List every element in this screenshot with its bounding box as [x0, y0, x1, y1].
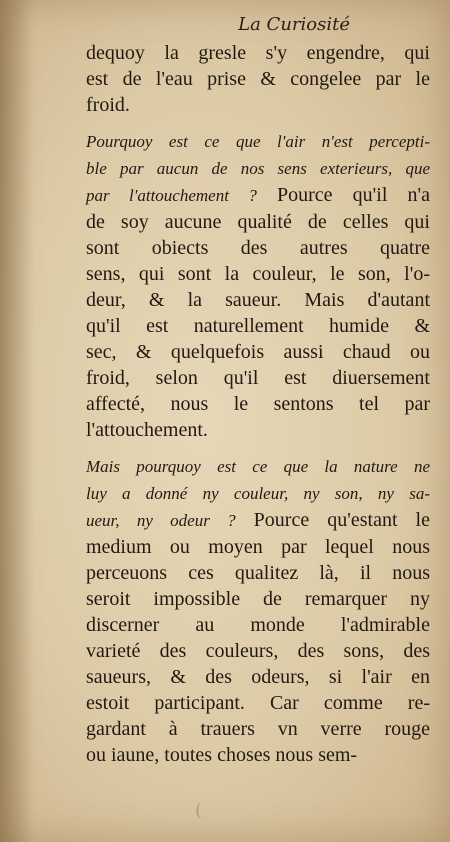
text-line — [86, 339, 430, 365]
answer-text: sont obiects des autres quatre — [86, 237, 430, 259]
answer-text: varieté des couleurs, des sons, des — [86, 640, 430, 662]
answer-text: dequoy la gresle s'y engendre, qui — [86, 42, 430, 64]
text-line — [86, 128, 430, 155]
text-line — [86, 690, 430, 716]
running-head: La Curiosité — [238, 14, 350, 35]
question-text: ueur, ny odeur ? — [86, 511, 236, 530]
text-line — [86, 182, 430, 209]
text-line — [86, 638, 430, 664]
answer-text: qu'il est naturellement humide & — [86, 315, 430, 337]
answer-text: affecté, nous le sentons tel par — [86, 393, 430, 415]
text-line — [86, 155, 430, 182]
text-line — [86, 742, 430, 768]
text-line — [86, 480, 430, 507]
answer-text: saueurs, & des odeurs, si l'air en — [86, 666, 430, 688]
text-line — [86, 716, 430, 742]
text-line — [86, 560, 430, 586]
text-line — [86, 92, 430, 118]
answer-text: seroit impossible de remarquer ny — [86, 588, 430, 610]
answer-text: froid. — [86, 94, 130, 116]
gutter-shadow — [0, 0, 34, 842]
paragraph-gap — [86, 118, 430, 128]
answer-text: estoit participant. Car comme re- — [86, 692, 430, 714]
text-line — [86, 209, 430, 235]
answer-text: Pource qu'estant le — [235, 509, 430, 531]
answer-text: gardant à trauers vn verre rouge — [86, 718, 430, 740]
question-text: luy a donné ny couleur, ny son, ny sa- — [86, 484, 430, 503]
answer-text: Pource qu'il n'a — [256, 184, 430, 206]
question-text: ble par aucun de nos sens exterieurs, que — [86, 159, 430, 178]
answer-text: froid, selon qu'il est diuersement — [86, 367, 430, 389]
text-line — [86, 664, 430, 690]
answer-text: est de l'eau prise & congelee par le — [86, 68, 430, 90]
text-line — [86, 534, 430, 560]
answer-text: sens, qui sont la couleur, le son, l'o- — [86, 263, 430, 285]
text-line — [86, 287, 430, 313]
text-line — [86, 261, 430, 287]
text-line — [86, 66, 430, 92]
text-line — [86, 235, 430, 261]
answer-text: deur, & la saueur. Mais d'autant — [86, 289, 430, 311]
answer-text: ou iaune, toutes choses nous sem- — [86, 744, 358, 766]
answer-text: sec, & quelquefois aussi chaud ou — [86, 341, 430, 363]
question-text: par l'attouchement ? — [86, 186, 257, 205]
text-line — [86, 391, 430, 417]
text-line — [86, 365, 430, 391]
text-line — [86, 313, 430, 339]
answer-text: discerner au monde l'admirable — [86, 614, 430, 636]
text-line — [86, 507, 430, 534]
answer-text: l'attouchement. — [86, 419, 208, 441]
answer-text: de soy aucune qualité de celles qui — [86, 211, 430, 233]
question-text: Mais pourquoy est ce que la nature ne — [86, 457, 430, 476]
answer-text: medium ou moyen par lequel nous — [86, 536, 430, 558]
text-line — [86, 40, 430, 66]
faint-mark: ( — [195, 800, 203, 821]
body-text — [86, 40, 430, 768]
text-line — [86, 453, 430, 480]
answer-text: perceuons ces qualitez là, il nous — [86, 562, 430, 584]
text-line — [86, 612, 430, 638]
text-line — [86, 417, 430, 443]
paragraph-gap — [86, 443, 430, 453]
text-line — [86, 586, 430, 612]
question-text: Pourquoy est ce que l'air n'est percepti- — [86, 132, 430, 151]
